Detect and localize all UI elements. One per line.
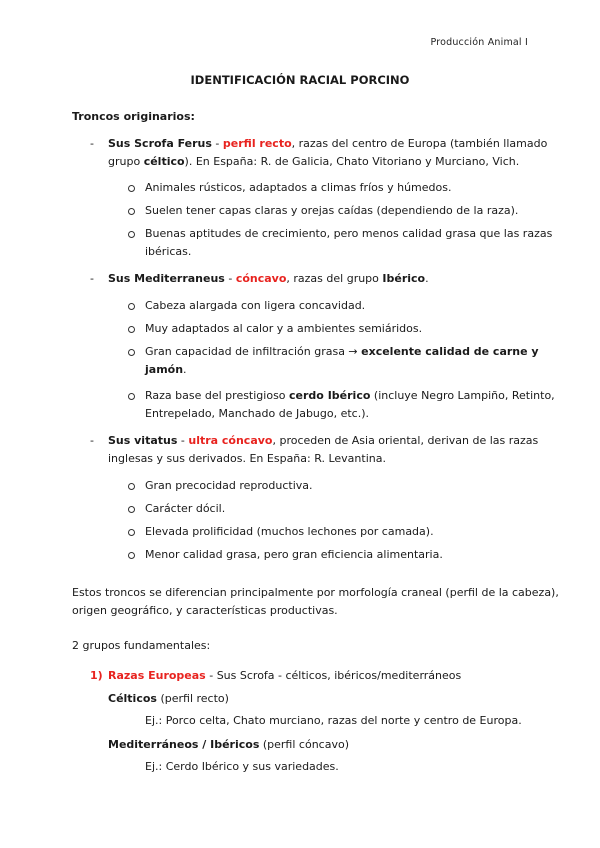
circle-bullet (128, 483, 135, 490)
tronco-name: Sus Mediterraneus (108, 272, 225, 285)
circle-bullet (128, 349, 135, 356)
document-title: IDENTIFICACIÓN RACIAL PORCINO (190, 73, 410, 87)
group-number: 1) (90, 669, 103, 682)
list-item-cont: jamón. (145, 363, 187, 376)
mediterraneos-line: Mediterráneos / Ibéricos (perfil cóncavo) (108, 738, 349, 751)
profile-label: ultra cóncavo (188, 434, 273, 447)
list-item-cont: ibéricas. (145, 245, 192, 258)
list-item: Cabeza alargada con ligera concavidad. (145, 299, 366, 312)
list-item: Buenas aptitudes de crecimiento, pero menos calidad grasa que las razas (145, 227, 553, 240)
circle-bullet (128, 303, 135, 310)
circle-bullet (128, 393, 135, 400)
circle-bullet (128, 326, 135, 333)
dash-bullet: - (90, 272, 94, 285)
tronco-scrofa-line2: grupo céltico). En España: R. de Galicia, Chato Vitoriano y Murciano, Vich. (108, 155, 520, 168)
circle-bullet (128, 552, 135, 559)
group-europeas-line: Razas Europeas - Sus Scrofa - célticos, ibéricos/mediterráneos (108, 669, 462, 682)
list-item: Gran capacidad de infiltración grasa → excelente calidad de carne y (145, 345, 539, 358)
list-item-cont: Entrepelado, Manchado de Jabugo, etc.). (145, 407, 370, 420)
tronco-name: Sus vitatus (108, 434, 178, 447)
group-name: Razas Europeas (108, 669, 206, 682)
list-item: Muy adaptados al calor y a ambientes semiáridos. (145, 322, 423, 335)
circle-bullet (128, 506, 135, 513)
celticos-example: Ej.: Porco celta, Chato murciano, razas del norte y centro de Europa. (145, 714, 522, 727)
circle-bullet (128, 529, 135, 536)
tronco-scrofa-line1: Sus Scrofa Ferus - perfil recto, razas del centro de Europa (también llamado (108, 137, 548, 150)
dash-bullet: - (90, 137, 94, 150)
dash-bullet: - (90, 434, 94, 447)
mediterraneos-example: Ej.: Cerdo Ibérico y sus variedades. (145, 760, 339, 773)
summary-line2: origen geográfico, y características productivas. (72, 604, 338, 617)
list-item: Menor calidad grasa, pero gran eficiencia alimentaria. (145, 548, 443, 561)
list-item: Gran precocidad reproductiva. (145, 479, 313, 492)
circle-bullet (128, 231, 135, 238)
tronco-mediterraneus-line1: Sus Mediterraneus - cóncavo, razas del grupo Ibérico. (108, 272, 429, 285)
tronco-vitatus-line2: inglesas y sus derivados. En España: R. Levantina. (108, 452, 386, 465)
list-item: Carácter dócil. (145, 502, 226, 515)
circle-bullet (128, 185, 135, 192)
circle-bullet (128, 208, 135, 215)
profile-label: perfil recto (222, 137, 292, 150)
list-item: Raza base del prestigioso cerdo Ibérico (incluye Negro Lampiño, Retinto, (145, 389, 555, 402)
page-header: Producción Animal I (430, 37, 528, 48)
tronco-vitatus-line1: Sus vitatus - ultra cóncavo, proceden de Asia oriental, derivan de las razas (108, 434, 539, 447)
groups-heading: 2 grupos fundamentales: (72, 639, 211, 652)
profile-label: cóncavo (235, 272, 287, 285)
list-item: Suelen tener capas claras y orejas caídas (dependiendo de la raza). (145, 204, 519, 217)
list-item: Animales rústicos, adaptados a climas fríos y húmedos. (145, 181, 452, 194)
troncos-heading: Troncos originarios: (72, 110, 195, 123)
tronco-name: Sus Scrofa Ferus (108, 137, 212, 150)
list-item: Elevada prolificidad (muchos lechones por camada). (145, 525, 434, 538)
summary-line1: Estos troncos se diferencian principalmente por morfología craneal (perfil de la cabeza), (72, 586, 559, 599)
celticos-line: Célticos (perfil recto) (108, 692, 229, 705)
